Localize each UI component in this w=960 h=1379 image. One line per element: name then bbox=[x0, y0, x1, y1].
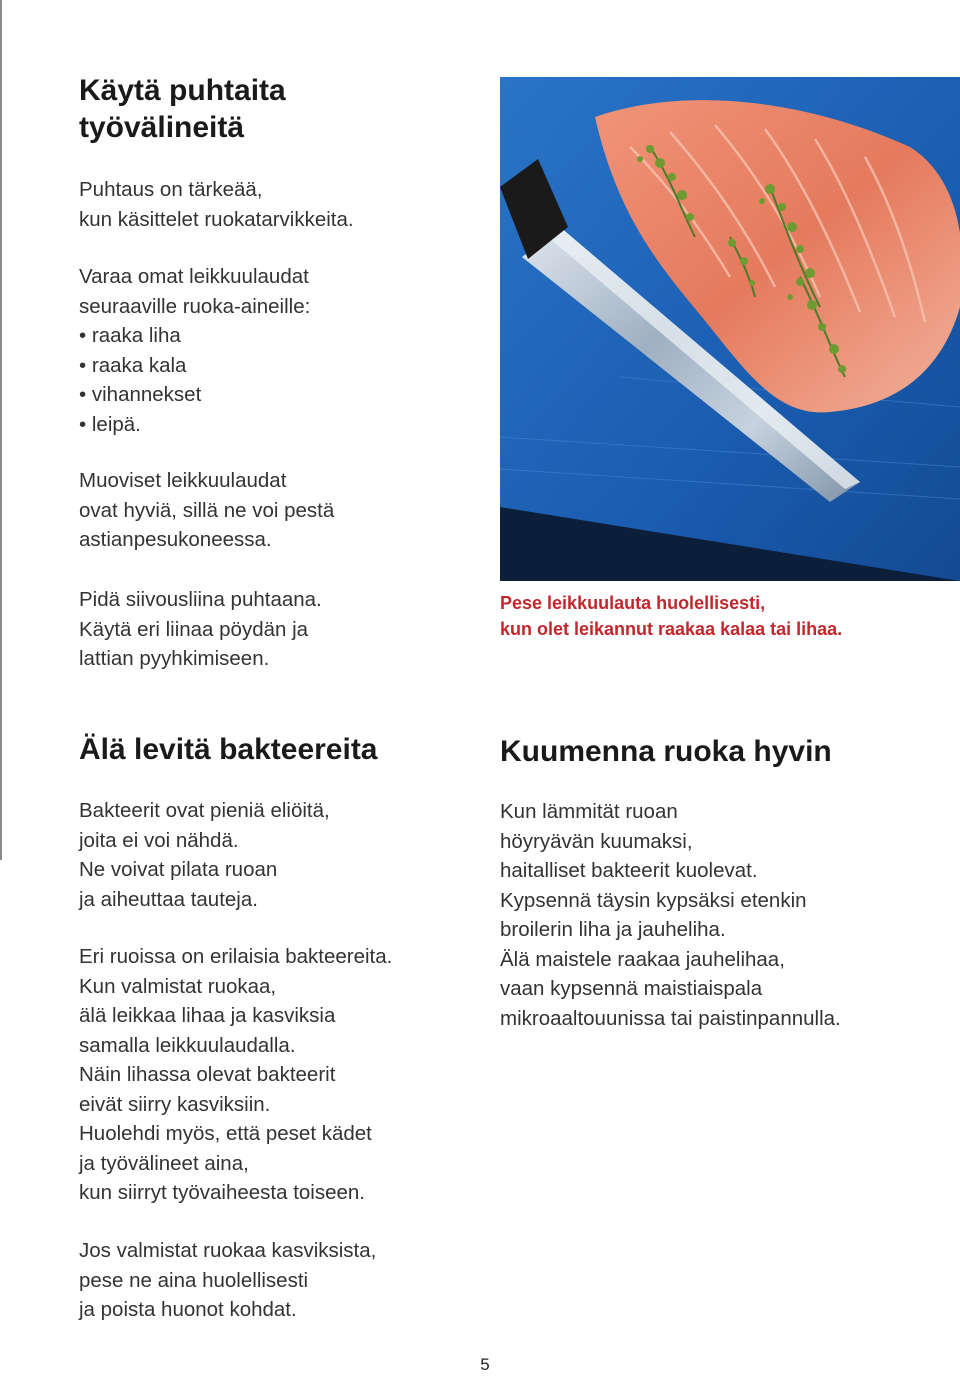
paragraph-heating bbox=[500, 797, 841, 1033]
text-line: ja aiheuttaa tauteja. bbox=[79, 887, 258, 911]
salmon-knife-photo bbox=[500, 77, 960, 581]
text-line: pese ne aina huolellisesti bbox=[79, 1268, 309, 1292]
text-line: Ne voivat pilata ruoan bbox=[79, 858, 278, 881]
bullet-item: • raaka kala bbox=[79, 353, 187, 377]
text-line: Puhtaus on tärkeää, bbox=[79, 178, 263, 201]
text-line: Muoviset leikkuulaudat bbox=[79, 469, 287, 492]
text-line: älä leikkaa lihaa ja kasviksia bbox=[79, 1004, 336, 1027]
heading-heat-food: Kuumenna ruoka hyvin bbox=[500, 735, 832, 768]
text-line: ja työvälineet aina, bbox=[79, 1151, 249, 1175]
text-line: Pidä siivousliina puhtaana. bbox=[79, 588, 322, 611]
text-line: Älä maistele raakaa jauhelihaa, bbox=[500, 947, 785, 971]
text-line: vaan kypsennä maistiaispala bbox=[500, 977, 763, 1000]
paragraph-vegetables bbox=[79, 1236, 376, 1325]
text-line: kun käsittelet ruokatarvikkeita. bbox=[79, 207, 354, 231]
caption-line: kun olet leikannut raakaa kalaa tai lihaa. bbox=[500, 619, 843, 639]
photo-caption bbox=[500, 590, 842, 642]
text-line: Kypsennä täysin kypsäksi etenkin bbox=[500, 888, 807, 912]
paragraph-plastic-boards bbox=[79, 466, 334, 555]
text-line: ja poista huonot kohdat. bbox=[79, 1298, 297, 1321]
text-line: broilerin liha ja jauheliha. bbox=[500, 918, 726, 941]
bullet-item: • raaka liha bbox=[79, 324, 181, 347]
text-line: Jos valmistat ruokaa kasviksista, bbox=[79, 1239, 377, 1262]
text-line: samalla leikkuulaudalla. bbox=[79, 1033, 296, 1057]
text-line: höyryävän kuumaksi, bbox=[500, 829, 693, 853]
paragraph-bacteria-intro bbox=[79, 796, 330, 914]
text-line: Kun lämmität ruoan bbox=[500, 800, 678, 823]
paragraph-cleanliness bbox=[79, 175, 354, 234]
text-line: lattian pyyhkimiseen. bbox=[79, 647, 270, 670]
text-line: Bakteerit ovat pieniä eliöitä, bbox=[79, 799, 330, 822]
text-line: joita ei voi nähdä. bbox=[79, 828, 239, 852]
bullet-item: • vihannekset bbox=[79, 383, 202, 406]
paragraph-cutting-boards bbox=[79, 262, 310, 439]
paragraph-cross-contamination bbox=[79, 942, 392, 1208]
text-line: Eri ruoissa on erilaisia bakteereita. bbox=[79, 945, 393, 968]
heading-clean-tools: Käytä puhtaita työvälineitä bbox=[79, 74, 286, 144]
heading-spread-bacteria: Älä levitä bakteereita bbox=[79, 733, 378, 766]
text-line: kun siirryt työvaiheesta toiseen. bbox=[79, 1181, 365, 1204]
text-line: Kun valmistat ruokaa, bbox=[79, 974, 277, 998]
bullet-item: • leipä. bbox=[79, 412, 141, 436]
page-edge-line bbox=[0, 0, 2, 860]
text-line: ovat hyviä, sillä ne voi pestä bbox=[79, 498, 335, 522]
text-line: Käytä eri liinaa pöydän ja bbox=[79, 617, 309, 641]
text-line: Näin lihassa olevat bakteerit bbox=[79, 1063, 336, 1086]
paragraph-cleaning-cloth bbox=[79, 585, 322, 674]
text-line: mikroaaltouunissa tai paistinpannulla. bbox=[500, 1006, 841, 1030]
text-line: eivät siirry kasviksiin. bbox=[79, 1092, 271, 1116]
page-number: 5 bbox=[480, 1355, 490, 1374]
text-line: Varaa omat leikkuulaudat bbox=[79, 265, 309, 288]
text-line: haitalliset bakteerit kuolevat. bbox=[500, 859, 758, 882]
text-line: astianpesukoneessa. bbox=[79, 528, 272, 551]
text-line: seuraaville ruoka-aineille: bbox=[79, 294, 311, 318]
caption-line: Pese leikkuulauta huolellisesti, bbox=[500, 593, 766, 613]
text-line: Huolehdi myös, että peset kädet bbox=[79, 1122, 372, 1145]
